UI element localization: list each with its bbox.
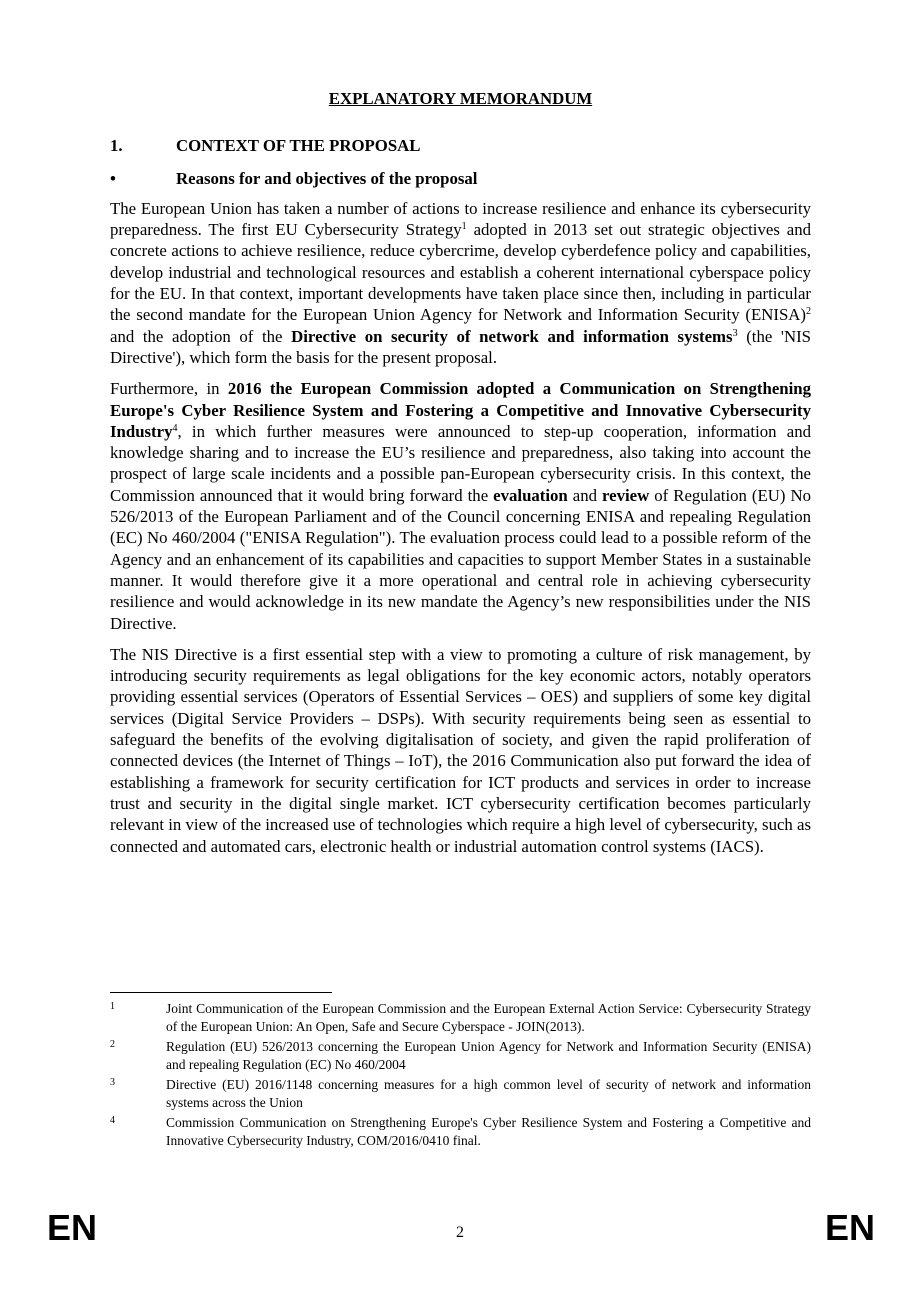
page-number: 2 bbox=[456, 1224, 464, 1241]
footnote bbox=[110, 1114, 811, 1150]
paragraph-3: The NIS Directive is a first essential step with a view to promoting a culture of risk management, by introducing security requirements as legal obligations for the key economic actors, notably operators providing essential services (Operators of Essential Services – OES) and suppliers of some key digital services (Digital Service Providers – DSPs). With security requirements being seen as essential to safeguard the benefits of the evolving digitalisation of society, and given the rapid proliferation of connected devices (the Internet of Things – IoT), the 2016 Communication also put forward the idea of establishing a framework for security certification for ICT products and services in order to increase trust and security in the digital single market. ICT cybersecurity certification becomes particularly relevant in view of the increased use of technologies which require a high level of cybersecurity, such as connected and automated cars, electronic health or industrial automation control systems (IACS). bbox=[110, 644, 811, 856]
p1-text-2: adopted in 2013 set out strategic objectives and concrete actions to achieve resilience, reduce cybercrime, develop cyberdefence policy and capabilities, develop industrial and technological resources and establish a coherent international cyberspace policy for the EU. In that context, important developments have taken place since then, including in particular the second mandate for the European Union Agency for Network and Information Security (ENISA) bbox=[110, 220, 811, 325]
footnote-text: Commission Communication on Strengthening Europe's Cyber Resilience System and Fostering a Competitive and Innovative Cybersecurity Industry, COM/2016/0410 final. bbox=[166, 1115, 811, 1148]
footnote bbox=[110, 1038, 811, 1074]
footnote bbox=[110, 1076, 811, 1112]
document-title: EXPLANATORY MEMORANDUM bbox=[328, 89, 593, 108]
footnote-text: Joint Communication of the European Commission and the European External Action Service: Cybersecurity Strategy of the European Union: An Open, Safe and Secure Cyberspace - JOIN(2013). bbox=[166, 1001, 811, 1034]
p1-text-4: (the 'NIS Directive'), which form the basis for the present proposal. bbox=[110, 326, 811, 367]
footnote-number: 3 bbox=[110, 1077, 115, 1088]
footnote-number: 4 bbox=[110, 1115, 115, 1126]
p1-text-3: and the adoption of the bbox=[110, 326, 292, 346]
p2-bold-communication: 2016 the European Commission adopted a Communication on Strengthening Europe's Cyber Resilience System and Fostering a Competitive and Innovative Cybersecurity Industry bbox=[110, 379, 811, 441]
p2-bold-review: review bbox=[602, 485, 650, 505]
p2-text-1: Furthermore, in bbox=[110, 379, 228, 399]
subsection-heading bbox=[110, 168, 811, 189]
p1-text-1: The European Union has taken a number of actions to increase resilience and enhance its cybersecurity preparedness. The first EU Cybersecurity Strategy bbox=[110, 198, 811, 240]
footnote-ref-2[interactable]: 2 bbox=[806, 306, 811, 318]
footnote-text: Directive (EU) 2016/1148 concerning measures for a high common level of security of network and information systems across the Union bbox=[166, 1077, 811, 1110]
p2-bold-evaluation: evaluation bbox=[493, 485, 568, 505]
paragraph-2 bbox=[110, 378, 811, 634]
footnote-separator bbox=[110, 992, 332, 993]
footnote-text: Regulation (EU) 526/2013 concerning the European Union Agency for Network and Information Security (ENISA) and repealing Regulation (EC) No 460/2004 bbox=[166, 1039, 811, 1072]
bullet-marker: • bbox=[110, 168, 116, 188]
section-number: 1. bbox=[110, 136, 123, 156]
subsection-title: Reasons for and objectives of the proposal bbox=[176, 168, 478, 188]
footnotes bbox=[110, 1000, 811, 1152]
main-content bbox=[110, 88, 811, 867]
p2-text-3: and bbox=[567, 485, 603, 505]
footnote-number: 1 bbox=[110, 1001, 115, 1012]
footnote-ref-1[interactable]: 1 bbox=[461, 221, 467, 233]
section-title: CONTEXT OF THE PROPOSAL bbox=[176, 136, 421, 156]
language-code-right: EN bbox=[825, 1207, 876, 1248]
footnote-number: 2 bbox=[110, 1039, 115, 1050]
footnote bbox=[110, 1000, 811, 1036]
p2-text-4: of Regulation (EU) No 526/2013 of the European Parliament and of the Council concerning ENISA and repealing Regulation (EC) No 460/2004 ("ENISA Regulation"). The evaluation process could lead to a possible reform of the Agency and an enhancement of its capabilities and capacities to support Member States in a sustainable manner. It would therefore give it a more operational and central role in achieving cybersecurity resilience and would acknowledge in its new mandate the Agency’s new responsibilities under the NIS Directive. bbox=[110, 485, 811, 633]
p2-text-2: , in which further measures were announced to step-up cooperation, information and knowledge sharing and to increase the EU’s resilience and preparedness, also taking into account the prospect of large scale incidents and a possible pan-European cybersecurity crisis. In this context, the Commission announced that it would bring forward the bbox=[110, 421, 811, 505]
language-code-left: EN bbox=[47, 1207, 98, 1248]
section-heading bbox=[110, 135, 811, 156]
footnote-ref-3[interactable]: 3 bbox=[732, 327, 738, 339]
p1-bold-directive: Directive on security of network and information systems bbox=[291, 326, 733, 346]
footnote-ref-4[interactable]: 4 bbox=[172, 422, 178, 434]
paragraph-1 bbox=[110, 198, 811, 368]
